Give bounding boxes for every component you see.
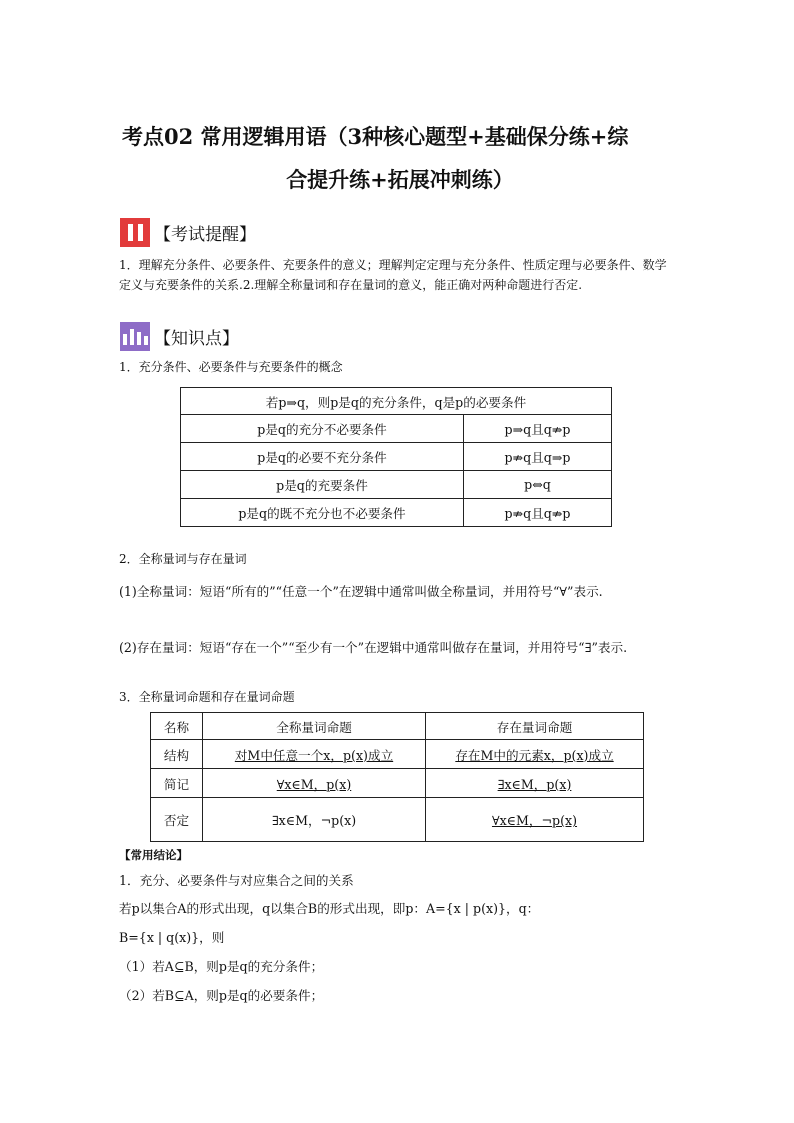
condition-table xyxy=(180,387,612,527)
knowledge-points-heading xyxy=(120,322,239,351)
table-cell: ∀x∈M，p(x) xyxy=(203,769,426,798)
common-conclusions-heading: 【常用结论】 xyxy=(119,848,188,862)
table-cell: p是q的既不充分也不必要条件 xyxy=(181,499,464,527)
table-cell: p是q的充分不必要条件 xyxy=(181,415,464,443)
condition-table-header: 若p⇒q，则p是q的充分条件，q是p的必要条件 xyxy=(181,388,612,415)
exam-reminder-heading xyxy=(120,218,256,247)
exam-reminder-text: 1．理解充分条件、必要条件、充要条件的意义；理解判定定理与充分条件、性质定理与必要条件、数学定义与充要条件的关系.2.理解全称量词和存在量词的意义，能正确对两种命题进行否定. xyxy=(119,258,667,292)
table-cell: p⇔q xyxy=(464,471,612,499)
conclusion-line-1: 若p以集合A的形式出现，q以集合B的形式出现，即p：A={x | p(x)}，q： xyxy=(119,901,540,916)
table-cell: 否定 xyxy=(151,798,203,842)
table-header-cell: 存在量词命题 xyxy=(426,713,644,740)
title-line-2: 合提升练+拓展冲刺练） xyxy=(286,167,514,192)
bar-chart-icon xyxy=(120,322,150,351)
page-title xyxy=(110,115,690,201)
table-cell: ∀x∈M，¬p(x) xyxy=(426,798,644,842)
knowledge-points-title: 【知识点】 xyxy=(154,329,239,349)
existential-quantifier-text: (2)存在量词：短语“存在一个”“至少有一个”在逻辑中通常叫做存在量词，并用符号“∃”表示. xyxy=(119,640,628,655)
conclusion-line-2: B={x | q(x)}，则 xyxy=(119,930,225,945)
table-cell: p是q的必要不充分条件 xyxy=(181,443,464,471)
table-cell: 存在M中的元素x，p(x)成立 xyxy=(426,740,644,769)
quantifier-table xyxy=(150,712,644,842)
table-cell: p是q的充要条件 xyxy=(181,471,464,499)
table-cell: p⇏q且q⇏p xyxy=(464,499,612,527)
concept-item-1: 1．充分条件、必要条件与充要条件的概念 xyxy=(119,360,343,374)
table-header-cell: 名称 xyxy=(151,713,203,740)
conclusion-line-3: （1）若A⊆B，则p是q的充分条件； xyxy=(119,959,324,974)
title-line-1: 考点02 常用逻辑用语（3种核心题型+基础保分练+综 xyxy=(122,124,629,149)
conclusion-item-1: 1．充分、必要条件与对应集合之间的关系 xyxy=(119,873,354,888)
table-cell: 结构 xyxy=(151,740,203,769)
table-header-cell: 全称量词命题 xyxy=(203,713,426,740)
table-cell: 简记 xyxy=(151,769,203,798)
universal-quantifier-text: (1)全称量词：短语“所有的”“任意一个”在逻辑中通常叫做全称量词，并用符号“∀”表示. xyxy=(119,584,603,599)
concept-item-2: 2．全称量词与存在量词 xyxy=(119,552,247,566)
concept-item-3: 3．全称量词命题和存在量词命题 xyxy=(119,690,295,704)
table-cell: p⇏q且q⇒p xyxy=(464,443,612,471)
conclusion-line-4: （2）若B⊆A，则p是q的必要条件； xyxy=(119,988,324,1003)
pause-bars-icon xyxy=(120,218,150,247)
table-cell: p⇒q且q⇏p xyxy=(464,415,612,443)
table-cell: 对M中任意一个x，p(x)成立 xyxy=(203,740,426,769)
table-cell: ∃x∈M，¬p(x) xyxy=(203,798,426,842)
exam-reminder-title: 【考试提醒】 xyxy=(154,225,256,245)
table-cell: ∃x∈M，p(x) xyxy=(426,769,644,798)
